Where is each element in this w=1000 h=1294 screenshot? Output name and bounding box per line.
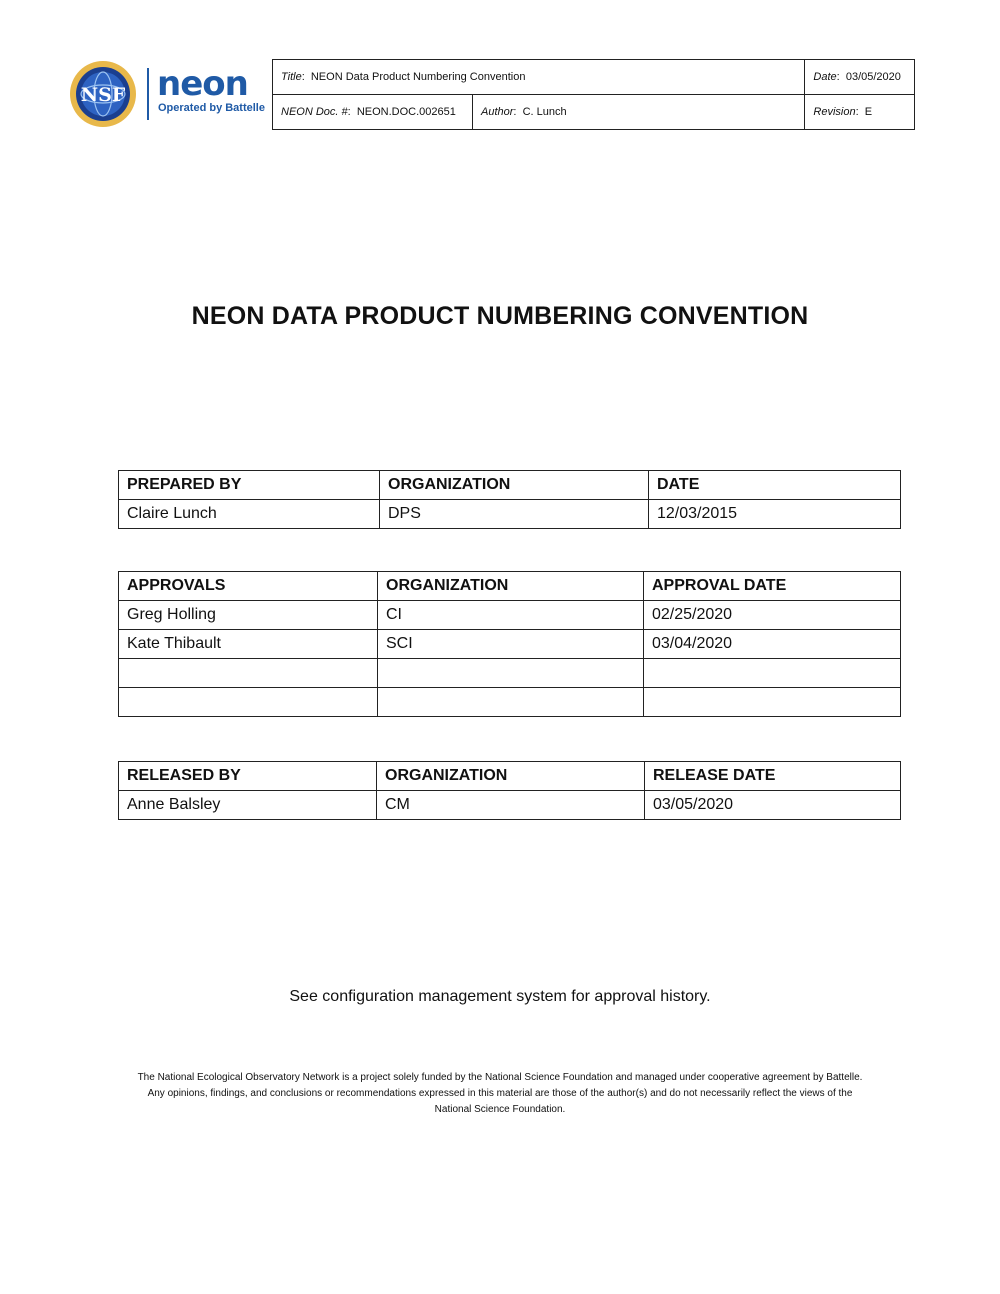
disclaimer-line: National Science Foundation. (434, 1104, 566, 1115)
table-cell: 02/25/2020 (644, 601, 901, 630)
column-header: APPROVAL DATE (644, 572, 901, 601)
header-title-cell: Title: NEON Data Product Numbering Convention (273, 60, 805, 95)
table-row (119, 500, 901, 529)
disclaimer-line: The National Ecological Observatory Network is a project solely funded by the National Science Foundation and managed under cooperative agreement by Battelle. (137, 1072, 863, 1083)
header-author-value: C. Lunch (522, 106, 567, 118)
approval-history-note: See configuration management system for approval history. (289, 988, 711, 1005)
header-title-label: Title (281, 71, 302, 83)
logo-divider (147, 68, 149, 120)
table-cell (119, 688, 378, 717)
table-cell (378, 659, 644, 688)
nsf-logo (69, 60, 137, 128)
table-row (119, 659, 901, 688)
table-cell: Greg Holling (119, 601, 378, 630)
header-date-cell: Date: 03/05/2020 (805, 60, 915, 95)
header-author-label: Author (481, 106, 514, 118)
table-header-row (119, 762, 901, 791)
header-date-label: Date (813, 71, 837, 83)
header-revision-label: Revision (813, 106, 856, 118)
column-header: APPROVALS (119, 572, 378, 601)
column-header: DATE (649, 471, 901, 500)
header-revision-cell: Revision: E (805, 95, 915, 130)
table-cell (119, 659, 378, 688)
header-row-1 (273, 60, 915, 95)
table-row (119, 601, 901, 630)
prepared-by-table (118, 470, 901, 529)
table-cell: CI (378, 601, 644, 630)
table-cell: 03/04/2020 (644, 630, 901, 659)
table-cell: SCI (378, 630, 644, 659)
table-cell: 12/03/2015 (649, 500, 901, 529)
table-header-row (119, 572, 901, 601)
table-cell (644, 688, 901, 717)
document-title: NEON DATA PRODUCT NUMBERING CONVENTION (191, 302, 809, 330)
table-cell: 03/05/2020 (645, 791, 901, 820)
table-cell: Kate Thibault (119, 630, 378, 659)
table-row (119, 688, 901, 717)
table-header-row (119, 471, 901, 500)
column-header: ORGANIZATION (380, 471, 649, 500)
header-doc-cell: NEON Doc. #: NEON.DOC.002651 (273, 95, 473, 130)
header-revision-value: E (864, 106, 873, 118)
table-cell: CM (377, 791, 645, 820)
neon-logo (157, 64, 265, 122)
neon-wordmark: neon (157, 64, 248, 104)
disclaimer-line: Any opinions, findings, and conclusions or recommendations expressed in this material are those of the author(s) and do not necessarily reflect the views of the (147, 1088, 853, 1099)
header-title-value: NEON Data Product Numbering Convention (310, 71, 526, 83)
column-header: RELEASED BY (119, 762, 377, 791)
header-doc-value: NEON.DOC.002651 (356, 106, 456, 118)
header-doc-label: NEON Doc. # (281, 106, 348, 118)
table-cell: Anne Balsley (119, 791, 377, 820)
header-date-value: 03/05/2020 (845, 71, 901, 83)
header-author-cell: Author: C. Lunch (473, 95, 805, 130)
document-header-table (272, 59, 915, 130)
table-cell (644, 659, 901, 688)
column-header: RELEASE DATE (645, 762, 901, 791)
nsf-logo-text: NSF (80, 84, 126, 106)
table-cell: Claire Lunch (119, 500, 380, 529)
column-header: ORGANIZATION (377, 762, 645, 791)
table-cell: DPS (380, 500, 649, 529)
table-cell (378, 688, 644, 717)
table-row (119, 630, 901, 659)
header-row-2 (273, 95, 915, 130)
neon-subtitle: Operated by Battelle (158, 102, 265, 114)
released-by-table (118, 761, 901, 820)
column-header: ORGANIZATION (378, 572, 644, 601)
funding-disclaimer (110, 1070, 890, 1118)
approvals-table (118, 571, 901, 717)
column-header: PREPARED BY (119, 471, 380, 500)
table-row (119, 791, 901, 820)
